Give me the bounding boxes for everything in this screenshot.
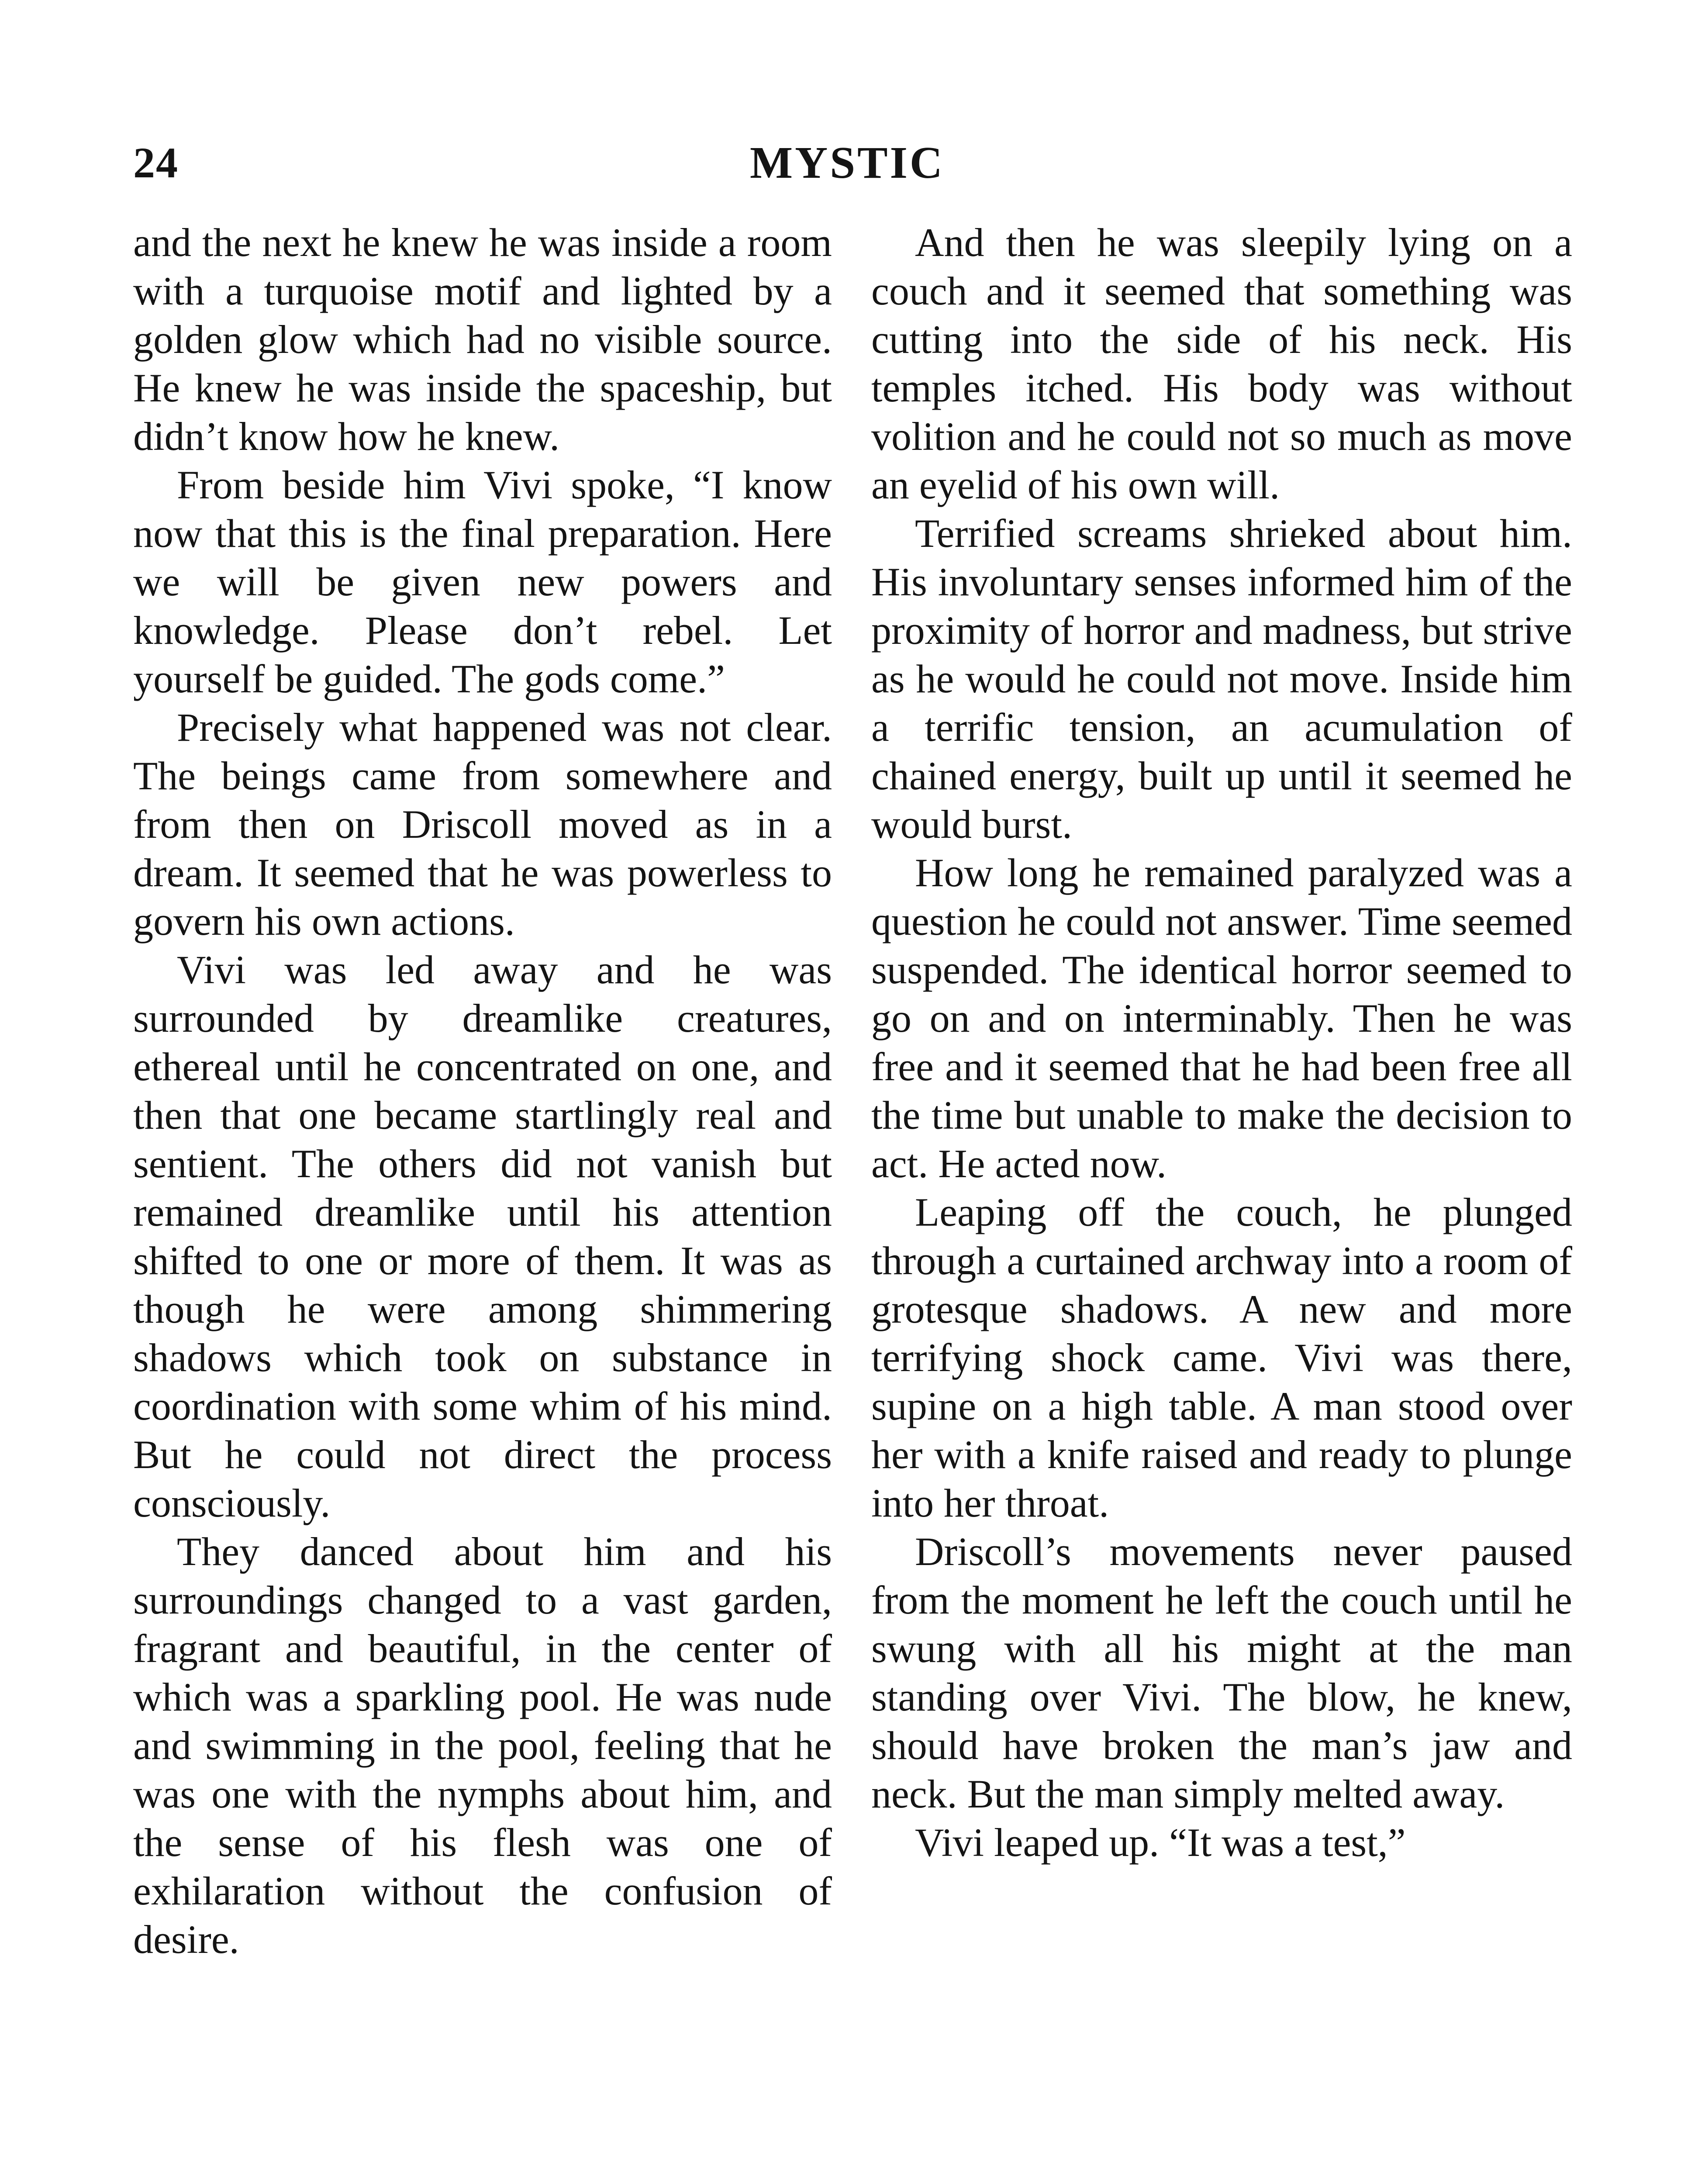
paragraph: How long he remained paralyzed was a question he could not answer. Time seemed suspended. The identical horror seemed to go on and on interminably. Then he was free and it seemed that he had been free all the time but unable to make the decision to act. He acted now. xyxy=(871,850,1572,1186)
paragraph: From beside him Vivi spoke, “I know now that this is the final preparation. Here we will be given new powers and knowledge. Please don’t rebel. Let yourself be guided. The gods come.” xyxy=(133,463,832,701)
paragraph: Vivi leaped up. “It was a test,” xyxy=(915,1820,1406,1865)
paragraph: Leaping off the couch, he plunged through a curtained archway into a room of grotesque shadows. A new and more terrifying shock came. Vivi was there, supine on a high table. A man stood over her with a knife raised and ready to plunge into her throat. xyxy=(871,1190,1572,1525)
paragraph: Terrified screams shrieked about him. His involuntary senses informed him of the proximity of horror and madness, but strive as he would he could not move. Inside him a terrific tension, an acumulation of chained energy, built up until it seemed he would burst. xyxy=(871,511,1572,847)
paragraph: and the next he knew he was inside a room with a turquoise motif and lighted by a golden glow which had no visible source. He knew he was inside the spaceship, but didn’t know how he knew. xyxy=(133,220,832,459)
right-column xyxy=(871,218,1572,1867)
paragraph: And then he was sleepily lying on a couch and it seemed that something was cutting into the side of his neck. His temples itched. His body was without volition and he could not so much as move an eyelid of his own will. xyxy=(871,220,1572,507)
left-column xyxy=(133,218,832,1964)
paragraph: They danced about him and his surroundings changed to a vast garden, fragrant and beautiful, in the center of which was a sparkling pool. He was nude and swimming in the pool, feeling that he was one with the nymphs about him, and the sense of his flesh was one of exhilaration without the confusion of desire. xyxy=(133,1529,832,1962)
page-header xyxy=(133,139,1561,187)
paragraph: Vivi was led away and he was surrounded by dreamlike creatures, ethereal until he concentrated on one, and then that one became startlingly real and sentient. The others did not vanish but remained dreamlike until his attention shifted to one or more of them. It was as though he were among shimmering shadows which took on substance in coordination with some whim of his mind. But he could not direct the process consciously. xyxy=(133,947,832,1525)
paragraph: Precisely what happened was not clear. The beings came from somewhere and from then on Driscoll moved as in a dream. It seemed that he was powerless to govern his own actions. xyxy=(133,705,832,943)
paragraph: Driscoll’s movements never paused from the moment he left the couch until he swung with all his might at the man standing over Vivi. The blow, he knew, should have broken the man’s jaw and neck. But the man simply melted away. xyxy=(871,1529,1572,1816)
page-number: 24 xyxy=(133,138,179,187)
running-title: MYSTIC xyxy=(749,138,945,188)
